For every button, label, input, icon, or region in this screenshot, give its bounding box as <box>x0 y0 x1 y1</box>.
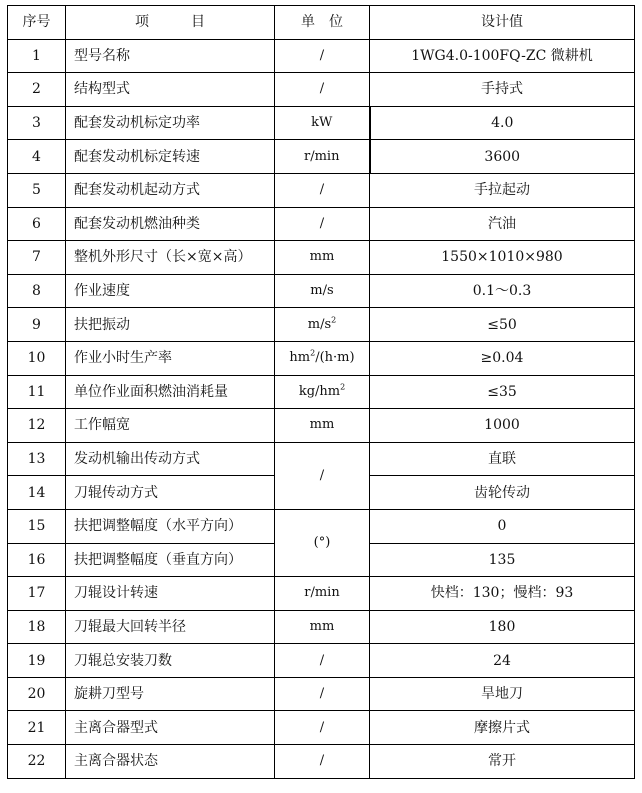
unit-superscript: 2 <box>340 382 346 392</box>
unit-superscript: 2 <box>331 315 337 325</box>
row-number: 18 <box>8 610 66 644</box>
row-number: 10 <box>8 341 66 375</box>
row-number: 13 <box>8 442 66 476</box>
row-number: 19 <box>8 644 66 678</box>
row-value: ≤35 <box>370 375 635 409</box>
row-number: 17 <box>8 577 66 611</box>
row-value: 1550×1010×980 <box>370 241 635 275</box>
header-unit: 单 位 <box>275 6 370 40</box>
table-row <box>8 644 635 678</box>
table-row <box>8 442 635 476</box>
table-row <box>8 308 635 342</box>
table-row <box>8 745 635 779</box>
row-value: 135 <box>370 543 635 577</box>
row-item: 刀辊总安装刀数 <box>66 644 275 678</box>
row-number: 2 <box>8 73 66 107</box>
row-unit-merged: / <box>275 442 370 509</box>
row-value: 汽油 <box>370 207 635 241</box>
row-unit: mm <box>275 409 370 443</box>
table-row <box>8 39 635 73</box>
table-row <box>8 73 635 107</box>
row-unit: / <box>275 644 370 678</box>
row-item: 主离合器状态 <box>66 745 275 779</box>
row-number: 21 <box>8 711 66 745</box>
row-unit: r/min <box>275 577 370 611</box>
row-number: 12 <box>8 409 66 443</box>
table-row <box>8 173 635 207</box>
row-number: 1 <box>8 39 66 73</box>
row-value: 3600 <box>370 140 635 174</box>
row-number: 15 <box>8 509 66 543</box>
table-row <box>8 241 635 275</box>
row-item: 刀辊最大回转半径 <box>66 610 275 644</box>
row-number: 4 <box>8 140 66 174</box>
row-unit: m/s <box>275 274 370 308</box>
row-unit: / <box>275 73 370 107</box>
row-unit: / <box>275 677 370 711</box>
row-unit: / <box>275 745 370 779</box>
table-row <box>8 509 635 543</box>
header-item: 项 目 <box>66 6 275 40</box>
row-value: ≥0.04 <box>370 341 635 375</box>
table-row <box>8 711 635 745</box>
row-item: 作业速度 <box>66 274 275 308</box>
row-number: 7 <box>8 241 66 275</box>
row-unit-merged: (°) <box>275 509 370 576</box>
row-value: 手持式 <box>370 73 635 107</box>
row-value: 旱地刀 <box>370 677 635 711</box>
row-item: 配套发动机燃油种类 <box>66 207 275 241</box>
row-number: 3 <box>8 106 66 140</box>
row-item: 发动机输出传动方式 <box>66 442 275 476</box>
spec-table-container <box>7 5 635 779</box>
table-row <box>8 140 635 174</box>
row-item: 扶把调整幅度（水平方向） <box>66 509 275 543</box>
row-unit: / <box>275 711 370 745</box>
row-unit: r/min <box>275 140 370 174</box>
row-item: 结构型式 <box>66 73 275 107</box>
row-item: 旋耕刀型号 <box>66 677 275 711</box>
row-unit <box>275 308 370 342</box>
row-unit: / <box>275 207 370 241</box>
row-number: 9 <box>8 308 66 342</box>
table-row <box>8 677 635 711</box>
row-number: 5 <box>8 173 66 207</box>
row-item: 型号名称 <box>66 39 275 73</box>
table-row <box>8 610 635 644</box>
row-number: 11 <box>8 375 66 409</box>
unit-suffix: /(h·m) <box>315 350 355 366</box>
row-unit: / <box>275 173 370 207</box>
row-number: 16 <box>8 543 66 577</box>
row-item: 作业小时生产率 <box>66 341 275 375</box>
row-value: 0 <box>370 509 635 543</box>
row-value: 0.1～0.3 <box>370 274 635 308</box>
header-row <box>8 6 635 40</box>
row-number: 6 <box>8 207 66 241</box>
row-value: 1WG4.0-100FQ-ZC 微耕机 <box>370 39 635 73</box>
row-number: 20 <box>8 677 66 711</box>
row-unit: mm <box>275 241 370 275</box>
row-value: 180 <box>370 610 635 644</box>
header-value: 设计值 <box>370 6 635 40</box>
table-row <box>8 577 635 611</box>
row-item: 扶把调整幅度（垂直方向） <box>66 543 275 577</box>
table-row <box>8 341 635 375</box>
row-item: 配套发动机标定转速 <box>66 140 275 174</box>
row-value: 1000 <box>370 409 635 443</box>
table-row <box>8 274 635 308</box>
row-item: 配套发动机起动方式 <box>66 173 275 207</box>
row-item: 单位作业面积燃油消耗量 <box>66 375 275 409</box>
unit-base: m/s <box>307 316 332 332</box>
row-item: 扶把振动 <box>66 308 275 342</box>
table-row <box>8 409 635 443</box>
row-number: 8 <box>8 274 66 308</box>
row-unit: / <box>275 39 370 73</box>
row-item: 刀辊设计转速 <box>66 577 275 611</box>
row-unit <box>275 341 370 375</box>
row-item: 配套发动机标定功率 <box>66 106 275 140</box>
spec-table <box>7 5 635 779</box>
row-item: 刀辊传动方式 <box>66 476 275 510</box>
row-value: 快档：130；慢档：93 <box>370 577 635 611</box>
row-item: 工作幅宽 <box>66 409 275 443</box>
row-unit: mm <box>275 610 370 644</box>
table-row <box>8 106 635 140</box>
table-row <box>8 207 635 241</box>
table-row <box>8 375 635 409</box>
row-value: 摩擦片式 <box>370 711 635 745</box>
header-seq: 序号 <box>8 6 66 40</box>
row-value: ≤50 <box>370 308 635 342</box>
row-value: 齿轮传动 <box>370 476 635 510</box>
unit-prefix: hm <box>289 350 311 366</box>
row-value: 手拉起动 <box>370 173 635 207</box>
row-number: 22 <box>8 745 66 779</box>
row-item: 主离合器型式 <box>66 711 275 745</box>
row-value: 4.0 <box>370 106 635 140</box>
row-item: 整机外形尺寸（长×宽×高） <box>66 241 275 275</box>
row-value: 24 <box>370 644 635 678</box>
unit-base: kg/hm <box>298 383 341 399</box>
row-unit: kW <box>275 106 370 140</box>
row-value: 常开 <box>370 745 635 779</box>
row-value: 直联 <box>370 442 635 476</box>
unit-superscript: 2 <box>310 348 316 358</box>
row-unit <box>275 375 370 409</box>
row-number: 14 <box>8 476 66 510</box>
